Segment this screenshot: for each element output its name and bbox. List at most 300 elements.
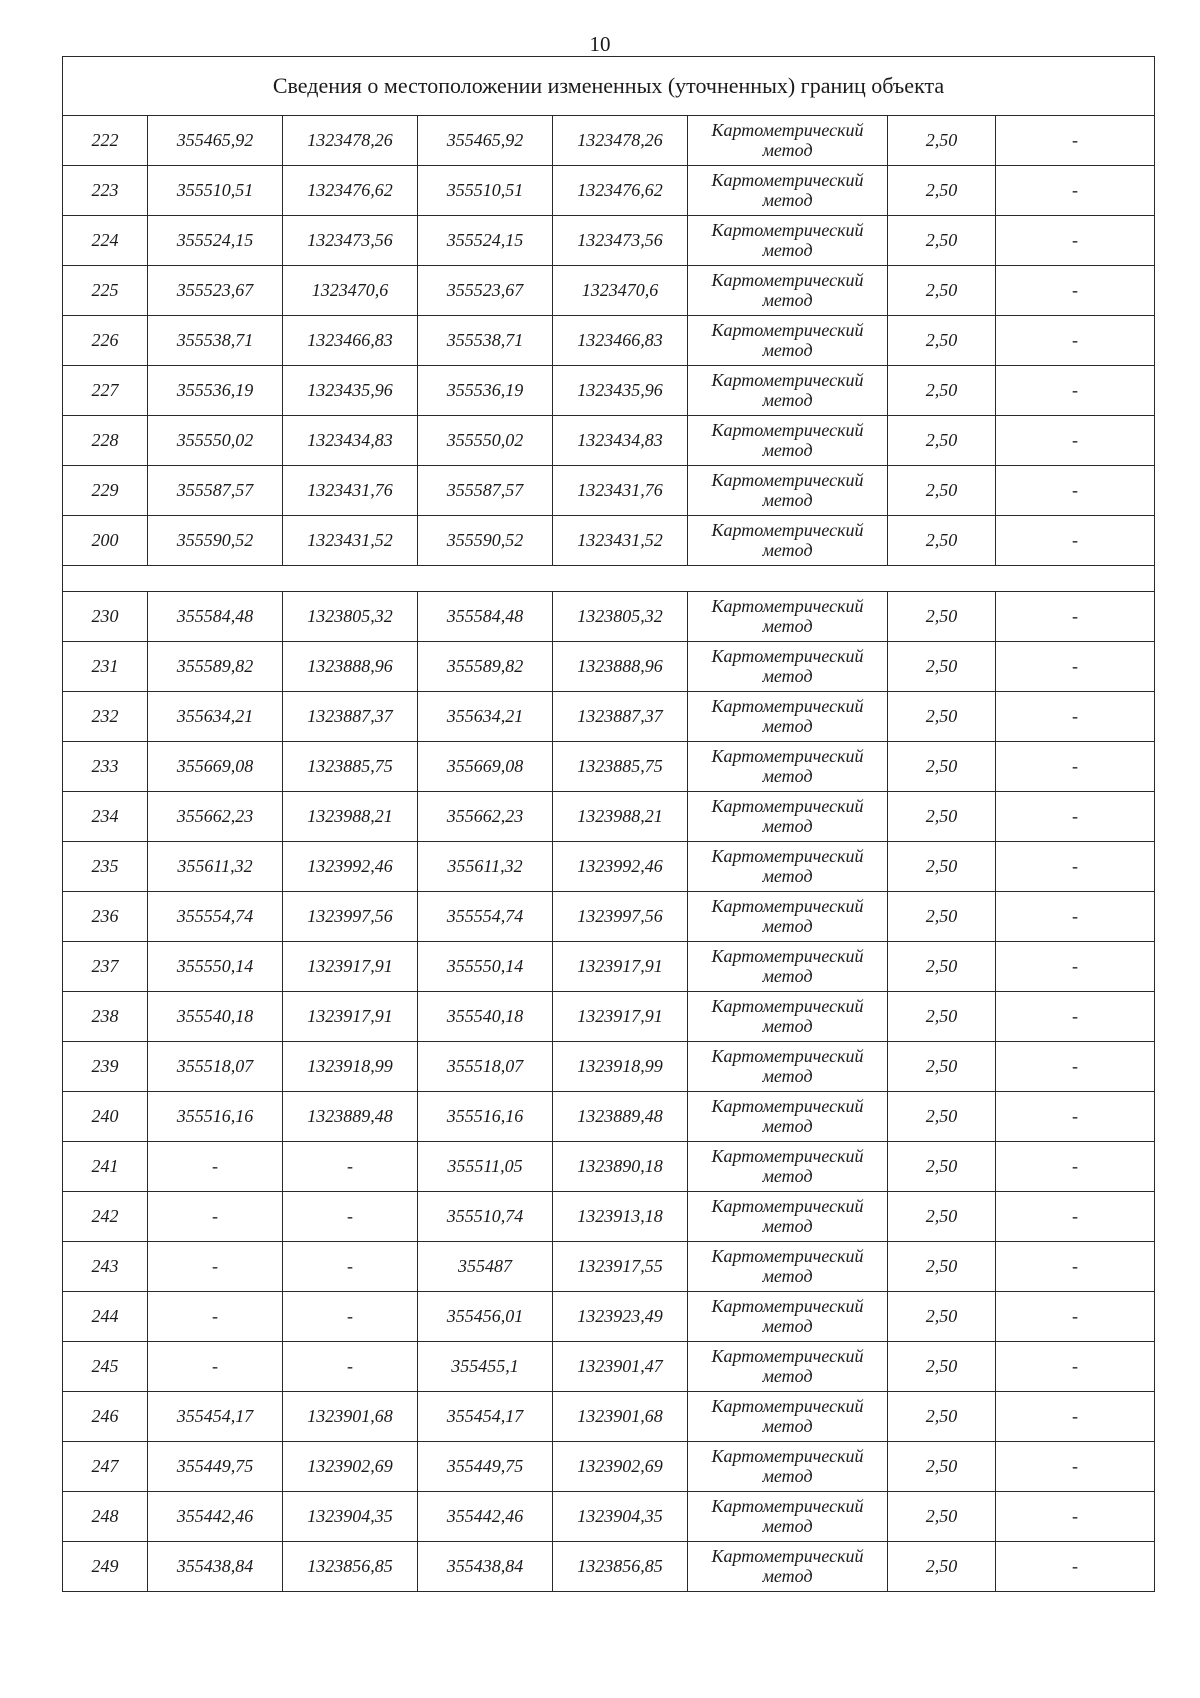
method-line-2: метод (762, 339, 813, 360)
note-cell: - (996, 1542, 1155, 1592)
existing-y-cell: 1323901,68 (283, 1392, 418, 1442)
note-cell: - (996, 792, 1155, 842)
table-row (63, 166, 1155, 216)
method-line-1: Картометрический (711, 519, 864, 540)
existing-y-cell: 1323917,91 (283, 992, 418, 1042)
point-number-cell: 241 (63, 1142, 148, 1192)
refined-y-cell: 1323889,48 (553, 1092, 688, 1142)
existing-x-cell: 355438,84 (148, 1542, 283, 1592)
method-line-1: Картометрический (711, 1395, 864, 1416)
refined-y-cell: 1323890,18 (553, 1142, 688, 1192)
point-number-cell: 238 (63, 992, 148, 1042)
method-cell (688, 466, 888, 516)
table-row (63, 992, 1155, 1042)
method-line-1: Картометрический (711, 1195, 864, 1216)
existing-y-cell: - (283, 1292, 418, 1342)
accuracy-cell: 2,50 (888, 592, 996, 642)
existing-y-cell: 1323856,85 (283, 1542, 418, 1592)
refined-x-cell: 355523,67 (418, 266, 553, 316)
refined-y-cell: 1323466,83 (553, 316, 688, 366)
note-cell: - (996, 1242, 1155, 1292)
point-number-cell: 247 (63, 1442, 148, 1492)
coordinates-table (62, 56, 1155, 1592)
refined-y-cell: 1323856,85 (553, 1542, 688, 1592)
accuracy-cell: 2,50 (888, 842, 996, 892)
accuracy-cell: 2,50 (888, 416, 996, 466)
method-cell (688, 1042, 888, 1092)
refined-x-cell: 355465,92 (418, 116, 553, 166)
table-row (63, 416, 1155, 466)
method-cell (688, 166, 888, 216)
existing-y-cell: 1323435,96 (283, 366, 418, 416)
refined-y-cell: 1323997,56 (553, 892, 688, 942)
accuracy-cell: 2,50 (888, 216, 996, 266)
refined-x-cell: 355550,14 (418, 942, 553, 992)
refined-x-cell: 355516,16 (418, 1092, 553, 1142)
method-line-2: метод (762, 439, 813, 460)
existing-x-cell: 355465,92 (148, 116, 283, 166)
table-body (63, 57, 1155, 1592)
refined-x-cell: 355524,15 (418, 216, 553, 266)
existing-y-cell: 1323888,96 (283, 642, 418, 692)
refined-x-cell: 355550,02 (418, 416, 553, 466)
table-row (63, 592, 1155, 642)
method-line-1: Картометрический (711, 695, 864, 716)
table-row (63, 892, 1155, 942)
point-number-cell: 235 (63, 842, 148, 892)
existing-y-cell: 1323478,26 (283, 116, 418, 166)
note-cell: - (996, 266, 1155, 316)
method-line-2: метод (762, 715, 813, 736)
refined-y-cell: 1323476,62 (553, 166, 688, 216)
method-cell (688, 1542, 888, 1592)
existing-y-cell: - (283, 1242, 418, 1292)
method-line-1: Картометрический (711, 1495, 864, 1516)
table-title-row (63, 57, 1155, 116)
note-cell: - (996, 1142, 1155, 1192)
point-number-cell: 242 (63, 1192, 148, 1242)
existing-y-cell: 1323431,76 (283, 466, 418, 516)
existing-y-cell: 1323431,52 (283, 516, 418, 566)
method-line-1: Картометрический (711, 469, 864, 490)
refined-y-cell: 1323435,96 (553, 366, 688, 416)
refined-y-cell: 1323431,76 (553, 466, 688, 516)
note-cell: - (996, 1342, 1155, 1392)
existing-y-cell: 1323887,37 (283, 692, 418, 742)
existing-x-cell: 355611,32 (148, 842, 283, 892)
note-cell: - (996, 1042, 1155, 1092)
method-cell (688, 1192, 888, 1242)
method-cell (688, 592, 888, 642)
refined-y-cell: 1323434,83 (553, 416, 688, 466)
method-line-1: Картометрический (711, 269, 864, 290)
refined-x-cell: 355536,19 (418, 366, 553, 416)
refined-x-cell: 355540,18 (418, 992, 553, 1042)
note-cell: - (996, 992, 1155, 1042)
existing-x-cell: 355590,52 (148, 516, 283, 566)
existing-x-cell: - (148, 1142, 283, 1192)
method-line-1: Картометрический (711, 1045, 864, 1066)
existing-y-cell: 1323997,56 (283, 892, 418, 942)
note-cell: - (996, 466, 1155, 516)
method-line-2: метод (762, 189, 813, 210)
existing-y-cell: 1323476,62 (283, 166, 418, 216)
point-number-cell: 248 (63, 1492, 148, 1542)
refined-x-cell: 355669,08 (418, 742, 553, 792)
method-cell (688, 316, 888, 366)
refined-y-cell: 1323478,26 (553, 116, 688, 166)
point-number-cell: 234 (63, 792, 148, 842)
existing-x-cell: 355523,67 (148, 266, 283, 316)
existing-y-cell: - (283, 1192, 418, 1242)
refined-y-cell: 1323917,91 (553, 992, 688, 1042)
note-cell: - (996, 1492, 1155, 1542)
refined-x-cell: 355662,23 (418, 792, 553, 842)
point-number-cell: 237 (63, 942, 148, 992)
accuracy-cell: 2,50 (888, 1542, 996, 1592)
point-number-cell: 239 (63, 1042, 148, 1092)
existing-x-cell: 355554,74 (148, 892, 283, 942)
existing-x-cell: 355584,48 (148, 592, 283, 642)
accuracy-cell: 2,50 (888, 692, 996, 742)
note-cell: - (996, 592, 1155, 642)
existing-x-cell: 355669,08 (148, 742, 283, 792)
method-line-2: метод (762, 1215, 813, 1236)
point-number-cell: 230 (63, 592, 148, 642)
method-line-1: Картометрический (711, 895, 864, 916)
note-cell: - (996, 842, 1155, 892)
method-line-1: Картометрический (711, 745, 864, 766)
refined-x-cell: 355454,17 (418, 1392, 553, 1442)
method-line-1: Картометрический (711, 795, 864, 816)
refined-x-cell: 355510,74 (418, 1192, 553, 1242)
method-line-1: Картометрический (711, 1095, 864, 1116)
group-separator-cell (63, 566, 1155, 592)
table-row (63, 116, 1155, 166)
existing-x-cell: 355538,71 (148, 316, 283, 366)
table-row (63, 1192, 1155, 1242)
point-number-cell: 222 (63, 116, 148, 166)
point-number-cell: 223 (63, 166, 148, 216)
refined-x-cell: 355538,71 (418, 316, 553, 366)
note-cell: - (996, 116, 1155, 166)
table-row (63, 1292, 1155, 1342)
point-number-cell: 236 (63, 892, 148, 942)
method-cell (688, 1142, 888, 1192)
existing-y-cell: - (283, 1342, 418, 1392)
refined-x-cell: 355487 (418, 1242, 553, 1292)
point-number-cell: 243 (63, 1242, 148, 1292)
table-row (63, 642, 1155, 692)
method-line-2: метод (762, 1065, 813, 1086)
method-line-2: метод (762, 1015, 813, 1036)
method-cell (688, 642, 888, 692)
method-cell (688, 1392, 888, 1442)
method-line-2: метод (762, 239, 813, 260)
refined-x-cell: 355518,07 (418, 1042, 553, 1092)
table-row (63, 1042, 1155, 1092)
table-row (63, 516, 1155, 566)
refined-y-cell: 1323805,32 (553, 592, 688, 642)
method-cell (688, 792, 888, 842)
method-line-2: метод (762, 815, 813, 836)
method-line-2: метод (762, 765, 813, 786)
existing-x-cell: - (148, 1292, 283, 1342)
method-cell (688, 892, 888, 942)
table-row (63, 792, 1155, 842)
note-cell: - (996, 216, 1155, 266)
method-cell (688, 416, 888, 466)
refined-x-cell: 355456,01 (418, 1292, 553, 1342)
coordinates-table-container (62, 56, 1154, 1592)
accuracy-cell: 2,50 (888, 166, 996, 216)
refined-x-cell: 355634,21 (418, 692, 553, 742)
accuracy-cell: 2,50 (888, 1242, 996, 1292)
point-number-cell: 229 (63, 466, 148, 516)
existing-x-cell: 355454,17 (148, 1392, 283, 1442)
existing-x-cell: 355524,15 (148, 216, 283, 266)
accuracy-cell: 2,50 (888, 266, 996, 316)
existing-y-cell: - (283, 1142, 418, 1192)
point-number-cell: 231 (63, 642, 148, 692)
existing-x-cell: - (148, 1242, 283, 1292)
accuracy-cell: 2,50 (888, 1442, 996, 1492)
method-cell (688, 116, 888, 166)
refined-x-cell: 355590,52 (418, 516, 553, 566)
refined-y-cell: 1323473,56 (553, 216, 688, 266)
accuracy-cell: 2,50 (888, 366, 996, 416)
method-line-1: Картометрический (711, 595, 864, 616)
method-line-1: Картометрический (711, 119, 864, 140)
method-line-1: Картометрический (711, 319, 864, 340)
method-line-1: Картометрический (711, 369, 864, 390)
method-line-1: Картометрический (711, 945, 864, 966)
refined-y-cell: 1323988,21 (553, 792, 688, 842)
method-line-1: Картометрический (711, 645, 864, 666)
method-cell (688, 1442, 888, 1492)
note-cell: - (996, 366, 1155, 416)
method-line-2: метод (762, 915, 813, 936)
point-number-cell: 227 (63, 366, 148, 416)
accuracy-cell: 2,50 (888, 466, 996, 516)
existing-x-cell: 355550,02 (148, 416, 283, 466)
existing-x-cell: 355589,82 (148, 642, 283, 692)
note-cell: - (996, 1442, 1155, 1492)
table-row (63, 366, 1155, 416)
refined-y-cell: 1323885,75 (553, 742, 688, 792)
accuracy-cell: 2,50 (888, 1192, 996, 1242)
table-row (63, 1242, 1155, 1292)
method-line-1: Картометрический (711, 995, 864, 1016)
accuracy-cell: 2,50 (888, 1342, 996, 1392)
table-row (63, 216, 1155, 266)
point-number-cell: 244 (63, 1292, 148, 1342)
method-cell (688, 1242, 888, 1292)
table-row (63, 1142, 1155, 1192)
point-number-cell: 240 (63, 1092, 148, 1142)
refined-x-cell: 355611,32 (418, 842, 553, 892)
method-cell (688, 692, 888, 742)
refined-y-cell: 1323470,6 (553, 266, 688, 316)
method-line-2: метод (762, 539, 813, 560)
method-line-2: метод (762, 489, 813, 510)
refined-x-cell: 355589,82 (418, 642, 553, 692)
method-cell (688, 516, 888, 566)
accuracy-cell: 2,50 (888, 792, 996, 842)
method-line-2: метод (762, 1315, 813, 1336)
table-row (63, 692, 1155, 742)
method-line-2: метод (762, 665, 813, 686)
method-cell (688, 742, 888, 792)
method-line-1: Картометрический (711, 419, 864, 440)
refined-y-cell: 1323887,37 (553, 692, 688, 742)
method-cell (688, 1492, 888, 1542)
refined-x-cell: 355449,75 (418, 1442, 553, 1492)
note-cell: - (996, 692, 1155, 742)
table-row (63, 1342, 1155, 1392)
method-cell (688, 216, 888, 266)
accuracy-cell: 2,50 (888, 642, 996, 692)
existing-x-cell: 355516,16 (148, 1092, 283, 1142)
method-line-2: метод (762, 1565, 813, 1586)
refined-y-cell: 1323888,96 (553, 642, 688, 692)
note-cell: - (996, 316, 1155, 366)
existing-y-cell: 1323805,32 (283, 592, 418, 642)
refined-y-cell: 1323917,91 (553, 942, 688, 992)
note-cell: - (996, 1292, 1155, 1342)
note-cell: - (996, 166, 1155, 216)
refined-x-cell: 355587,57 (418, 466, 553, 516)
table-row (63, 1092, 1155, 1142)
accuracy-cell: 2,50 (888, 992, 996, 1042)
refined-y-cell: 1323904,35 (553, 1492, 688, 1542)
refined-y-cell: 1323901,68 (553, 1392, 688, 1442)
accuracy-cell: 2,50 (888, 1092, 996, 1142)
accuracy-cell: 2,50 (888, 1292, 996, 1342)
method-line-1: Картометрический (711, 1145, 864, 1166)
existing-x-cell: 355518,07 (148, 1042, 283, 1092)
method-line-2: метод (762, 1265, 813, 1286)
point-number-cell: 232 (63, 692, 148, 742)
existing-x-cell: 355634,21 (148, 692, 283, 742)
method-cell (688, 1342, 888, 1392)
existing-y-cell: 1323434,83 (283, 416, 418, 466)
method-line-1: Картометрический (711, 1545, 864, 1566)
accuracy-cell: 2,50 (888, 316, 996, 366)
note-cell: - (996, 1192, 1155, 1242)
existing-x-cell: 355550,14 (148, 942, 283, 992)
refined-y-cell: 1323923,49 (553, 1292, 688, 1342)
refined-x-cell: 355511,05 (418, 1142, 553, 1192)
refined-y-cell: 1323918,99 (553, 1042, 688, 1092)
method-line-1: Картометрический (711, 1295, 864, 1316)
point-number-cell: 226 (63, 316, 148, 366)
method-cell (688, 1092, 888, 1142)
point-number-cell: 245 (63, 1342, 148, 1392)
method-line-2: метод (762, 289, 813, 310)
point-number-cell: 200 (63, 516, 148, 566)
method-line-1: Картометрический (711, 1445, 864, 1466)
point-number-cell: 246 (63, 1392, 148, 1442)
refined-x-cell: 355554,74 (418, 892, 553, 942)
refined-y-cell: 1323913,18 (553, 1192, 688, 1242)
note-cell: - (996, 892, 1155, 942)
method-line-1: Картометрический (711, 219, 864, 240)
table-row (63, 1492, 1155, 1542)
refined-x-cell: 355442,46 (418, 1492, 553, 1542)
table-title: Сведения о местоположении измененных (уточненных) границ объекта (63, 57, 1155, 116)
existing-x-cell: 355510,51 (148, 166, 283, 216)
refined-y-cell: 1323992,46 (553, 842, 688, 892)
method-line-2: метод (762, 1515, 813, 1536)
accuracy-cell: 2,50 (888, 1042, 996, 1092)
method-cell (688, 992, 888, 1042)
table-row (63, 316, 1155, 366)
accuracy-cell: 2,50 (888, 1492, 996, 1542)
existing-x-cell: - (148, 1342, 283, 1392)
existing-x-cell: 355449,75 (148, 1442, 283, 1492)
refined-x-cell: 355438,84 (418, 1542, 553, 1592)
note-cell: - (996, 642, 1155, 692)
refined-y-cell: 1323901,47 (553, 1342, 688, 1392)
note-cell: - (996, 942, 1155, 992)
method-line-2: метод (762, 1465, 813, 1486)
method-line-2: метод (762, 389, 813, 410)
existing-y-cell: 1323902,69 (283, 1442, 418, 1492)
method-cell (688, 366, 888, 416)
existing-y-cell: 1323918,99 (283, 1042, 418, 1092)
refined-y-cell: 1323431,52 (553, 516, 688, 566)
existing-y-cell: 1323473,56 (283, 216, 418, 266)
method-line-2: метод (762, 1415, 813, 1436)
method-cell (688, 842, 888, 892)
method-line-1: Картометрический (711, 1245, 864, 1266)
point-number-cell: 233 (63, 742, 148, 792)
existing-y-cell: 1323889,48 (283, 1092, 418, 1142)
method-line-2: метод (762, 139, 813, 160)
refined-y-cell: 1323917,55 (553, 1242, 688, 1292)
existing-y-cell: 1323904,35 (283, 1492, 418, 1542)
method-line-2: метод (762, 965, 813, 986)
table-row (63, 1442, 1155, 1492)
accuracy-cell: 2,50 (888, 892, 996, 942)
method-line-2: метод (762, 1165, 813, 1186)
accuracy-cell: 2,50 (888, 516, 996, 566)
method-line-2: метод (762, 615, 813, 636)
existing-y-cell: 1323885,75 (283, 742, 418, 792)
method-cell (688, 266, 888, 316)
page-number: 10 (589, 32, 611, 56)
point-number-cell: 225 (63, 266, 148, 316)
refined-x-cell: 355455,1 (418, 1342, 553, 1392)
refined-y-cell: 1323902,69 (553, 1442, 688, 1492)
existing-x-cell: 355540,18 (148, 992, 283, 1042)
point-number-cell: 228 (63, 416, 148, 466)
table-row (63, 1542, 1155, 1592)
table-row (63, 266, 1155, 316)
method-line-1: Картометрический (711, 169, 864, 190)
note-cell: - (996, 1392, 1155, 1442)
method-line-1: Картометрический (711, 1345, 864, 1366)
note-cell: - (996, 516, 1155, 566)
table-row (63, 742, 1155, 792)
existing-y-cell: 1323466,83 (283, 316, 418, 366)
existing-y-cell: 1323988,21 (283, 792, 418, 842)
accuracy-cell: 2,50 (888, 742, 996, 792)
accuracy-cell: 2,50 (888, 1392, 996, 1442)
existing-x-cell: 355536,19 (148, 366, 283, 416)
note-cell: - (996, 1092, 1155, 1142)
